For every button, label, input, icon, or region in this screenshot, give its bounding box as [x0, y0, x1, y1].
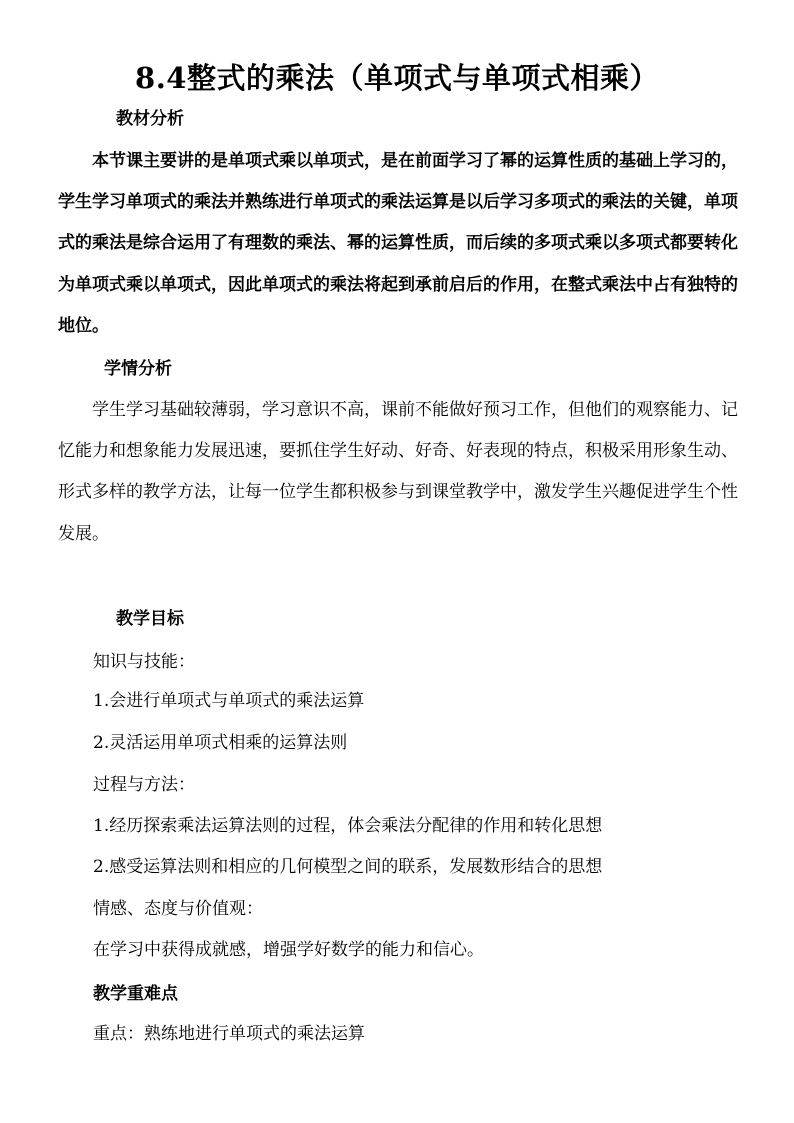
heading-student-analysis: 学情分析 [104, 359, 172, 379]
list-item-knowledge-2: 2.灵活运用单项式相乘的运算法则 [93, 733, 348, 753]
text-emotion-goal: 在学习中获得成就感，增强学好数学的能力和信心。 [93, 940, 484, 960]
page-title: 8.4整式的乘法（单项式与单项式相乘） [135, 61, 659, 95]
text-key-focus: 重点：熟练地进行单项式的乘法运算 [93, 1024, 365, 1044]
label-emotion-attitude-values: 情感、态度与价值观： [93, 899, 263, 919]
paragraph-student-analysis: 学生学习基础较薄弱，学习意识不高，课前不能做好预习工作，但他们的观察能力、记忆能力和想象能力发展迅速，要抓住学生好动、好奇、好表现的特点，积极采用形象生动、形式多样的教学方法，让每一位学生都积极参与到课堂教学中，激发学生兴趣促进学生个性发展。 [58, 400, 738, 544]
heading-key-points: 教学重难点 [93, 984, 178, 1004]
paragraph-material-analysis: 本节课主要讲的是单项式乘以单项式，是在前面学习了幂的运算性质的基础上学习的，学生学习单项式的乘法并熟练进行单项式的乘法运算是以后学习多项式的乘法的关键，单项式的乘法是综合运用了有理数的乘法、幂的运算性质，而后续的多项式乘以多项式都要转化为单项式乘以单项式，因此单项式的乘法将起到承前启后的作用，在整式乘法中占有独特的地位。 [58, 151, 738, 336]
list-item-knowledge-1: 1.会进行单项式与单项式的乘法运算 [93, 691, 365, 711]
list-item-process-1: 1.经历探索乘法运算法则的过程，体会乘法分配律的作用和转化思想 [93, 816, 603, 836]
list-item-process-2: 2.感受运算法则和相应的几何模型之间的联系，发展数形结合的思想 [93, 857, 603, 877]
heading-material-analysis: 教材分析 [116, 109, 184, 129]
label-knowledge-skills: 知识与技能： [93, 652, 195, 672]
heading-teaching-goals: 教学目标 [116, 609, 184, 629]
label-process-methods: 过程与方法： [93, 775, 195, 795]
